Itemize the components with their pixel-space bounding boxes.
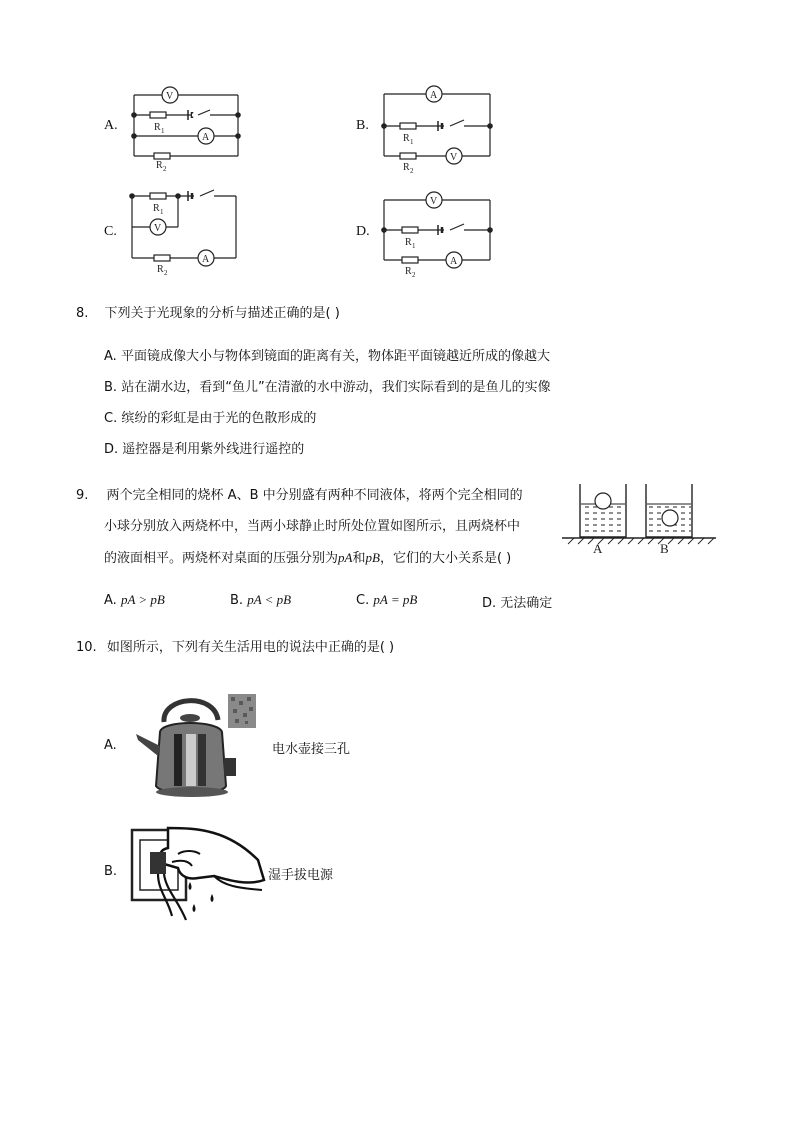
option-label: D. (356, 224, 370, 239)
circuit-option-b[interactable] (352, 84, 502, 174)
option-label: D. (482, 596, 497, 611)
option-text: 平面镜成像大小与物体到镜面的距离有关，物体距平面镜越近所成的像越大 (120, 349, 550, 364)
question-stem-line-1 (76, 480, 566, 511)
svg-text:A: A (202, 132, 210, 143)
option-text: 缤纷的彩虹是由于光的色散形成的 (121, 411, 317, 426)
option-label: B. (230, 593, 244, 608)
svg-text:R: R (405, 237, 412, 248)
question-number: 10. (76, 640, 97, 655)
option-label: B. (104, 864, 118, 879)
circuit-diagram-d (380, 188, 495, 278)
option-label: C. (104, 224, 117, 239)
option-text: 无法确定 (500, 596, 553, 611)
option-label: A. (104, 593, 117, 608)
beaker-b-label: B (660, 541, 669, 556)
question-number: 9. (76, 488, 89, 503)
circuit-option-d[interactable] (352, 188, 502, 278)
option-b[interactable] (104, 372, 551, 403)
question-stem-line-3 (76, 542, 566, 574)
circuit-option-a[interactable] (100, 88, 250, 173)
question-text: ，它们的大小关系是( ) (379, 551, 512, 566)
option-d[interactable] (104, 434, 551, 465)
svg-text:2: 2 (410, 167, 414, 175)
question-stem-line-2: 小球分别放入两烧杯中，当两小球静止时所处位置如图所示，且两烧杯中 (104, 519, 521, 534)
option-label: C. (356, 593, 370, 608)
svg-text:R: R (403, 133, 410, 144)
question-10 (76, 632, 394, 663)
wet-hand-unplug-image (128, 820, 268, 930)
option-label: A. (104, 738, 117, 753)
circuit-option-c[interactable] (100, 186, 250, 276)
option-text: 湿手拔电源 (268, 868, 334, 883)
question-number: 8. (76, 306, 89, 321)
circuit-diagram-b (380, 84, 495, 174)
circuit-diagram-c (128, 186, 243, 276)
option-a[interactable] (104, 592, 165, 608)
q9-options (104, 592, 704, 614)
svg-text:1: 1 (412, 242, 416, 250)
option-label: A. (104, 349, 117, 364)
svg-text:1: 1 (160, 208, 164, 216)
svg-text:R: R (156, 160, 163, 171)
option-text: 遥控器是利用紫外线进行遥控的 (122, 442, 305, 457)
option-b[interactable] (230, 592, 291, 608)
option-text: 电水壶接三孔 (272, 742, 351, 757)
question-9 (76, 480, 566, 574)
option-label: A. (104, 118, 118, 133)
svg-text:R: R (154, 122, 161, 133)
q10-option-a[interactable] (104, 686, 404, 810)
option-c[interactable] (356, 592, 417, 608)
option-d[interactable] (482, 592, 552, 611)
symbol-pa: pA (338, 550, 353, 565)
circuit-diagram-a (130, 88, 245, 173)
question-text: 下列关于光现象的分析与描述正确的是( ) (104, 306, 340, 321)
option-text: pA < pB (247, 592, 292, 607)
beakers-figure (560, 480, 720, 558)
svg-text:R: R (153, 203, 160, 214)
option-a[interactable] (104, 341, 551, 372)
svg-text:V: V (166, 91, 174, 102)
svg-text:R: R (405, 266, 412, 277)
option-label: B. (104, 380, 118, 395)
option-text: 站在湖水边，看到“鱼儿”在清澈的水中游动，我们实际看到的是鱼儿的实像 (121, 380, 551, 395)
electric-kettle-image (132, 686, 272, 810)
svg-text:2: 2 (412, 271, 416, 279)
question-stem (76, 298, 736, 329)
svg-text:1: 1 (161, 127, 165, 135)
question-text: 的液面相平。两烧杯对桌面的压强分别为 (104, 551, 339, 566)
svg-text:2: 2 (163, 165, 167, 173)
q10-option-b[interactable] (104, 820, 404, 930)
svg-text:V: V (430, 196, 438, 207)
q8-options (104, 341, 551, 465)
option-text: pA = pB (373, 592, 418, 607)
svg-text:R: R (403, 162, 410, 173)
beaker-a-label: A (593, 541, 603, 556)
svg-text:2: 2 (164, 269, 168, 277)
svg-text:A: A (430, 90, 438, 101)
svg-text:A: A (202, 254, 210, 265)
question-text: 如图所示，下列有关生活用电的说法中正确的是( ) (106, 640, 395, 655)
question-text: 两个完全相同的烧杯 A、B 中分别盛有两种不同液体，将两个完全相同的 (106, 488, 523, 503)
symbol-pb: pB (365, 550, 380, 565)
option-c[interactable] (104, 403, 551, 434)
option-label: C. (104, 411, 118, 426)
option-label: B. (356, 118, 369, 133)
option-label: D. (104, 442, 119, 457)
question-8 (76, 298, 736, 329)
option-text: pA > pB (120, 592, 165, 607)
svg-text:A: A (450, 256, 458, 267)
question-text: 和 (352, 551, 366, 566)
svg-text:V: V (450, 152, 458, 163)
svg-text:R: R (157, 264, 164, 275)
svg-text:1: 1 (410, 138, 414, 146)
svg-text:V: V (154, 223, 162, 234)
